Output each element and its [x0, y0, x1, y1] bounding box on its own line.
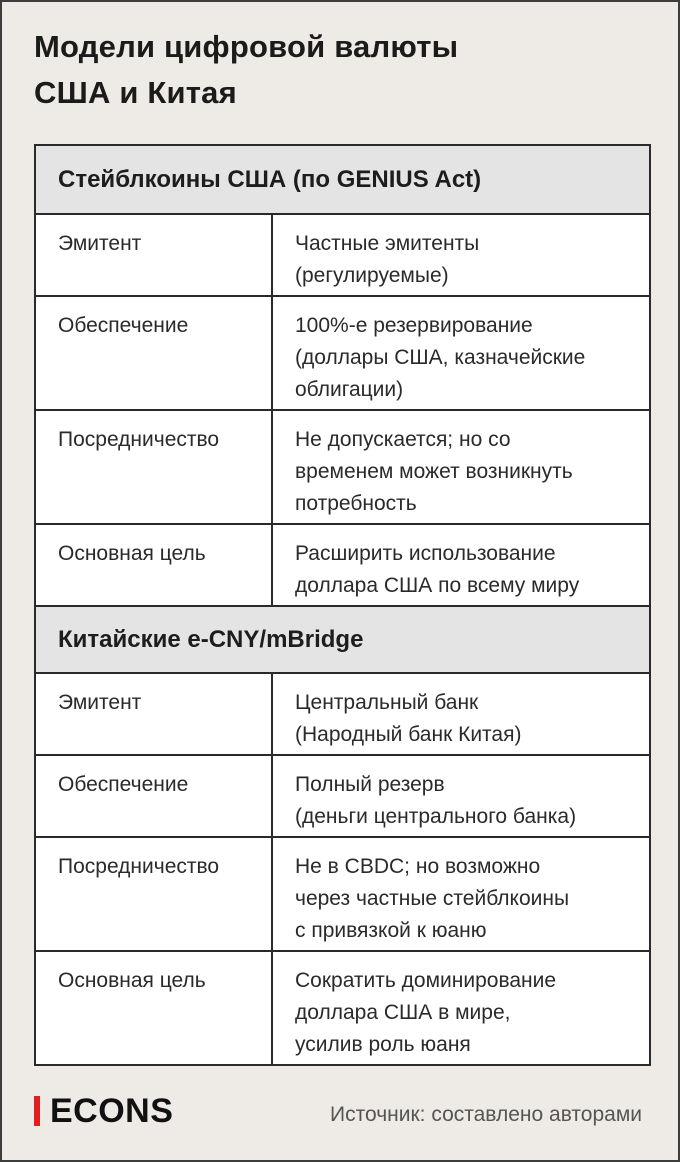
- section-header-us: Стейблкоины США (по GENIUS Act): [36, 146, 649, 215]
- table-row: [36, 674, 649, 756]
- title-line-2: США и Китая: [34, 75, 237, 110]
- row-value: Центральный банк (Народный банк Китая): [295, 691, 522, 746]
- row-label: Эмитент: [36, 215, 273, 295]
- row-value: Полный резерв (деньги центрального банка): [295, 773, 577, 828]
- brand-accent-bar: [34, 1096, 40, 1126]
- row-value: Частные эмитенты (регулируемые): [295, 232, 480, 287]
- brand-logo: ECONS: [50, 1092, 174, 1130]
- comparison-table: [34, 144, 651, 1066]
- row-label: Посредничество: [36, 838, 273, 950]
- section-header-china: Китайские e-CNY/mBridge: [36, 607, 649, 674]
- table-row: [36, 525, 649, 607]
- row-value: 100%-е резервирование (доллары США, казначейские облигации): [295, 314, 586, 401]
- row-value: Сократить доминирование доллара США в мире, усилив роль юаня: [295, 969, 557, 1056]
- page-title: [34, 24, 634, 116]
- row-label: Обеспечение: [36, 756, 273, 836]
- table-row: [36, 215, 649, 297]
- table-row: [36, 297, 649, 411]
- row-value: Расширить использование доллара США по всему миру: [295, 542, 580, 597]
- table-row: [36, 952, 649, 1064]
- title-line-1: Модели цифровой валюты: [34, 29, 459, 64]
- table-row: [36, 838, 649, 952]
- row-label: Основная цель: [36, 952, 273, 1064]
- row-label: Посредничество: [36, 411, 273, 523]
- row-value: Не допускается; но со временем может возникнуть потребность: [295, 428, 573, 515]
- table-row: [36, 411, 649, 525]
- row-label: Обеспечение: [36, 297, 273, 409]
- row-value: Не в CBDC; но возможно через частные стейблкоины с привязкой к юаню: [295, 855, 570, 942]
- table-row: [36, 756, 649, 838]
- source-note: Источник: составлено авторами: [330, 1103, 642, 1126]
- row-label: Основная цель: [36, 525, 273, 605]
- row-label: Эмитент: [36, 674, 273, 754]
